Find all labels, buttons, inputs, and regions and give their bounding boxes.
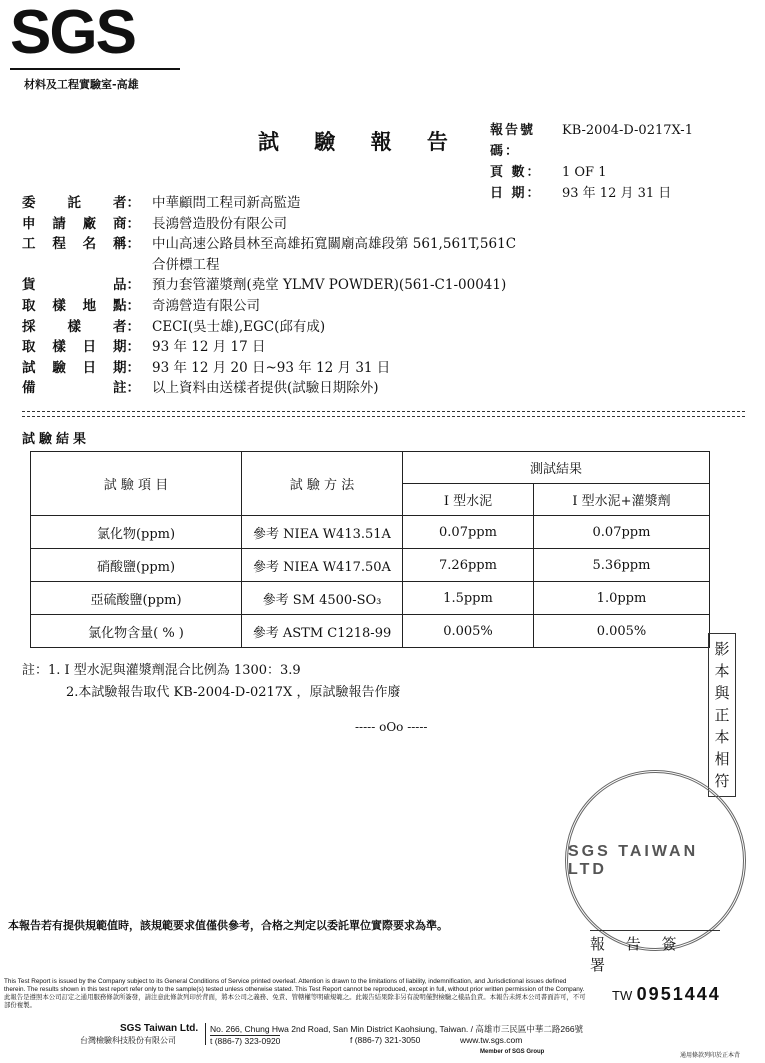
header-test-result: 測試結果 — [403, 452, 710, 484]
meta-label: 頁 數： — [490, 165, 542, 180]
cell-method: 參考 NIEA W413.51A — [242, 516, 403, 549]
info-label: 取 樣 地 點： — [22, 297, 140, 314]
meta-pages — [490, 162, 693, 183]
info-value: CECI(吳士雄),EGC(邱有成) — [152, 318, 326, 335]
cell-result-b: 0.07ppm — [534, 516, 710, 549]
footer-company: SGS Taiwan Ltd. — [120, 1023, 199, 1034]
meta-value: KB-2004-D-0217X-1 — [562, 123, 693, 138]
serial-prefix: TW — [612, 988, 633, 1003]
lab-name: 材料及工程實驗室-高雄 — [24, 78, 139, 91]
info-row — [22, 255, 712, 276]
info-label: 委 託 者： — [22, 195, 140, 211]
logo-underline — [10, 68, 180, 70]
stamp-char: 影 — [714, 640, 730, 658]
request-info — [22, 193, 712, 399]
cell-item: 氯化物(ppm) — [31, 516, 242, 549]
info-label: 工 程 名 稱： — [22, 236, 140, 253]
fine-print: This Test Report is issued by the Company subject to its General Conditions of Service printed overleaf. Attention is drawn to the limitations of liability, indemnification, and Jurisdictional issues defined therein. The results shown in this test report refer only to the sample(s) tested unless otherwise stated. This Test Report cannot be reproduced, except in full, without prior written permission of the Company. 此報告是遵照本公司訂定之通用服務條款所簽發，請注意此條款列印於背面，將本公司之義務、免責、管轄權等明確規範之。此報告結果除非另有說明僅對檢驗之樣品負責。本報告未經本公司書面許可，不可部份複製。 — [4, 978, 586, 1009]
signature-label: 報 告 簽 署 — [590, 930, 720, 975]
document-title: 試 驗 報 告 — [258, 129, 462, 154]
note-1: 註：1. I 型水泥與灌漿劑混合比例為 1300：3.9 — [22, 663, 301, 678]
disclaimer: 本報告若有提供規範值時，該規範要求值僅供參考，合格之判定以委託單位實際要求為準。 — [8, 919, 448, 932]
info-row — [22, 193, 712, 214]
footer-website[interactable]: www.tw.sgs.com — [460, 1035, 523, 1045]
info-row — [22, 296, 712, 317]
info-label: 備 註： — [22, 380, 140, 397]
footer-company-zh: 台灣檢驗科技股份有限公司 — [80, 1036, 176, 1045]
sgs-logo: SGS — [10, 0, 135, 67]
stamp-char: 正 — [714, 706, 730, 724]
header-test-item: 試 驗 項 目 — [31, 452, 242, 516]
stamp-char: 相 — [714, 750, 730, 768]
footer-member: Member of SGS Group — [480, 1049, 545, 1055]
info-label: 貨 品： — [22, 277, 140, 294]
copy-certified-stamp — [708, 633, 736, 797]
meta-value: 93 年 12 月 31 日 — [562, 186, 672, 201]
info-value: 預力套管灌漿劑(堯堂 YLMV POWDER)(561-C1-00041) — [152, 277, 507, 294]
stamp-char: 與 — [714, 684, 730, 702]
info-value: 奇鴻營造有限公司 — [152, 297, 260, 314]
cell-method: 參考 NIEA W417.50A — [242, 549, 403, 582]
info-label: 申 請 廠 商： — [22, 215, 140, 232]
info-row — [22, 234, 712, 255]
info-row — [22, 275, 712, 296]
end-mark: ----- oOo ----- — [355, 720, 428, 734]
info-value: 中山高速公路員林至高雄拓寬關廟高雄段第 561,561T,561C — [152, 236, 517, 253]
info-row — [22, 337, 712, 358]
header-test-method: 試 驗 方 法 — [242, 452, 403, 516]
notes — [22, 660, 400, 704]
meta-label: 日 期： — [490, 186, 542, 201]
info-value: 合併標工程 — [152, 256, 220, 273]
info-value: 中華顧問工程司新高監造 — [152, 195, 301, 211]
stamp-char: 符 — [714, 772, 730, 790]
seal-text: SGS TAIWAN LTD — [568, 842, 699, 878]
info-label — [22, 255, 152, 276]
table-row — [31, 549, 710, 582]
footer-divider — [205, 1023, 206, 1045]
footer-phone: t (886-7) 323-0920 — [210, 1036, 281, 1046]
cell-result-b: 5.36ppm — [534, 549, 710, 582]
serial-number — [612, 984, 721, 1005]
results-heading: 試驗結果 — [22, 432, 91, 447]
cell-result-b: 1.0ppm — [534, 582, 710, 615]
meta-label: 報告號碼： — [490, 123, 536, 159]
info-label: 取 樣 日 期： — [22, 339, 140, 356]
info-value: 以上資料由送樣者提供(試驗日期除外) — [152, 380, 379, 397]
cell-result-a: 1.5ppm — [403, 582, 534, 615]
report-meta — [490, 120, 693, 204]
cell-result-b: 0.005% — [534, 615, 710, 648]
cell-result-a: 0.07ppm — [403, 516, 534, 549]
table-header-row — [31, 452, 710, 484]
footer-address: No. 266, Chung Hwa 2nd Road, San Min District Kaohsiung, Taiwan. / 高雄市三民區中華二路266號 — [210, 1024, 584, 1034]
cell-item: 硝酸鹽(ppm) — [31, 549, 242, 582]
cell-item: 亞硫酸鹽(ppm) — [31, 582, 242, 615]
meta-report-number — [490, 120, 693, 162]
info-label: 採 樣 者： — [22, 318, 140, 335]
cell-method: 參考 SM 4500-SO₃ — [242, 582, 403, 615]
serial-value: 0951444 — [636, 984, 721, 1004]
cell-result-a: 0.005% — [403, 615, 534, 648]
table-row — [31, 516, 710, 549]
footer-terms-note: 通用條款列印於正本背 — [680, 1052, 741, 1059]
section-divider — [22, 411, 745, 417]
header-type1-cement-grout: I 型水泥+灌漿劑 — [534, 484, 710, 516]
stamp-char: 本 — [714, 728, 730, 746]
info-value: 93 年 12 月 17 日 — [152, 339, 266, 356]
table-row — [31, 582, 710, 615]
info-row — [22, 317, 712, 338]
info-value: 93 年 12 月 20 日~93 年 12 月 31 日 — [152, 359, 391, 376]
info-row — [22, 358, 712, 379]
info-row — [22, 214, 712, 235]
stamp-char: 本 — [714, 662, 730, 680]
cell-item: 氯化物含量( % ) — [31, 615, 242, 648]
cell-result-a: 7.26ppm — [403, 549, 534, 582]
info-value: 長鴻營造股份有限公司 — [152, 215, 287, 232]
info-label: 試 驗 日 期： — [22, 359, 140, 376]
cell-method: 參考 ASTM C1218-99 — [242, 615, 403, 648]
results-table — [30, 451, 710, 648]
footer-fax: f (886-7) 321-3050 — [350, 1035, 421, 1045]
meta-value: 1 OF 1 — [562, 165, 607, 180]
note-2: 2.本試驗報告取代 KB-2004-D-0217X ，原試驗報告作廢 — [66, 685, 401, 700]
info-row — [22, 378, 712, 399]
table-row — [31, 615, 710, 648]
company-seal — [565, 770, 746, 951]
header-type1-cement: I 型水泥 — [403, 484, 534, 516]
